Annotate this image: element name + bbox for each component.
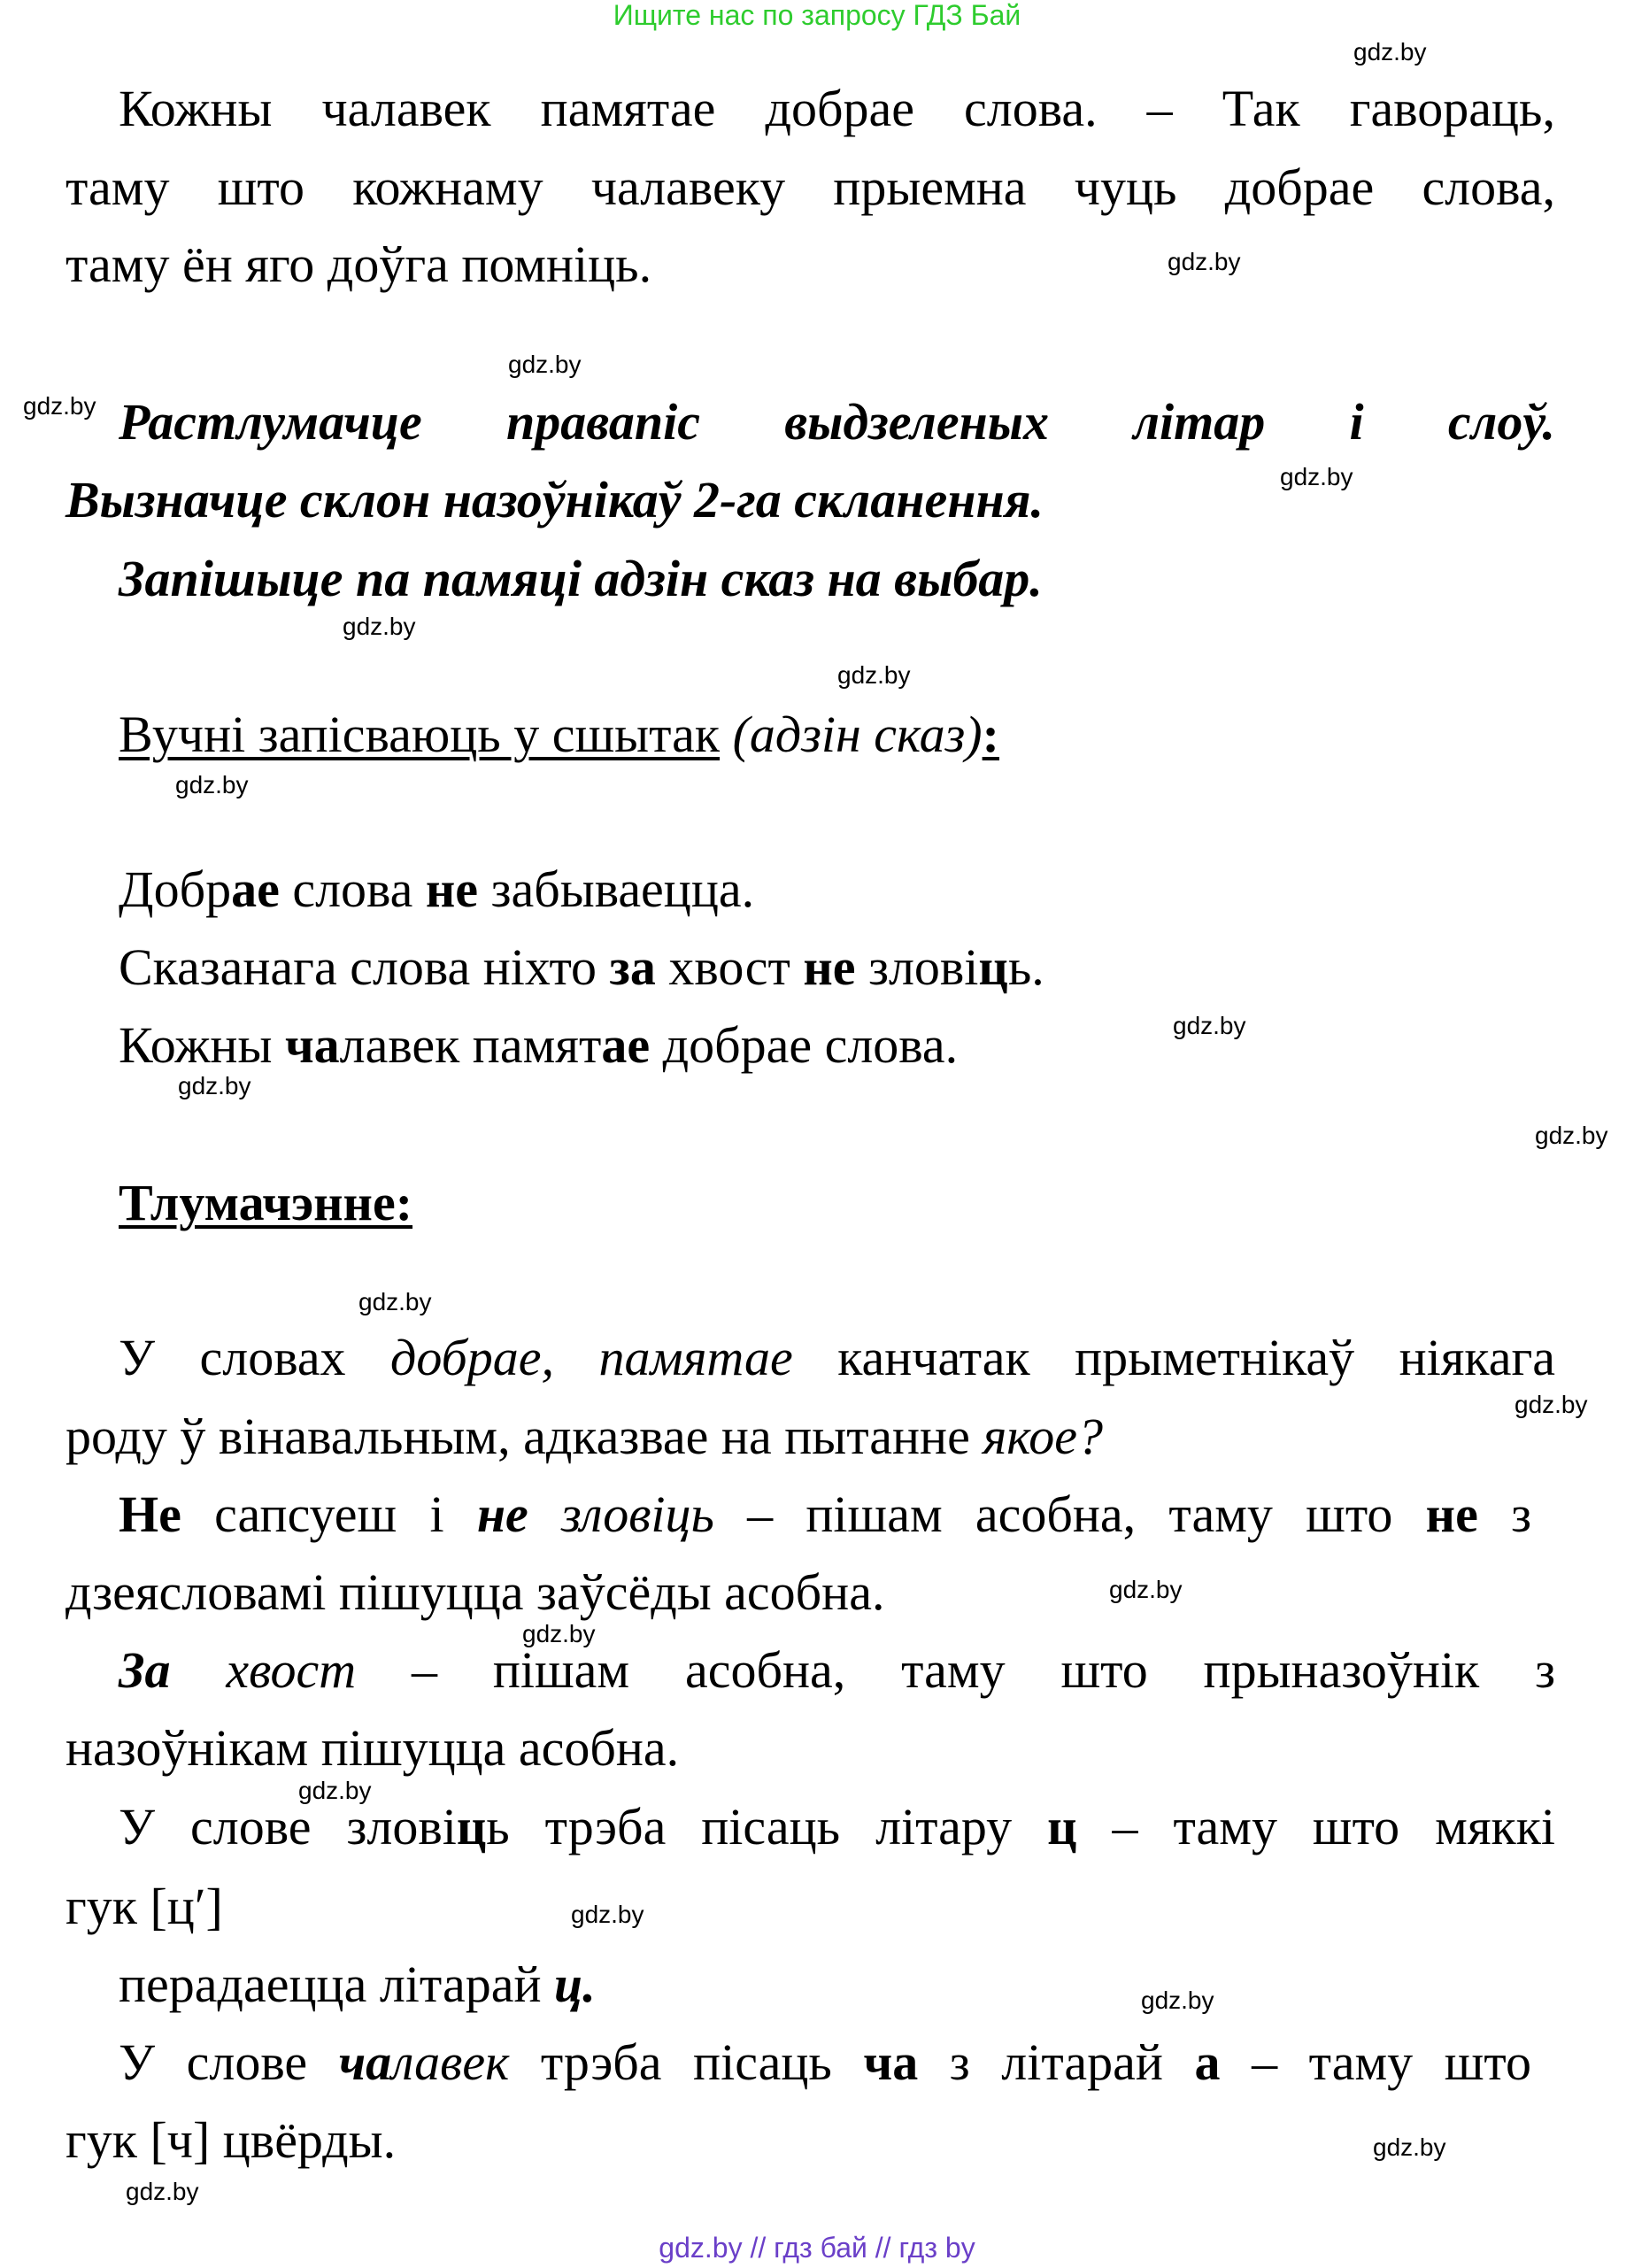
text-segment: лавек памят xyxy=(339,1016,602,1074)
sentence-1 xyxy=(119,860,755,918)
text-segment: ча xyxy=(284,1016,340,1074)
text-segment: а xyxy=(1194,2033,1221,2091)
text-segment: Кожны чалавек памятае добрае слова. – Так гавораць, xyxy=(119,80,1555,137)
text-segment: перадаецца літарай xyxy=(119,1956,554,2013)
text-segment: Вучні запісваюць у сшытак xyxy=(119,706,721,763)
sentence-3 xyxy=(119,1016,959,1074)
task-line-3 xyxy=(119,552,1043,606)
text-segment: – таму што мяккі xyxy=(1076,1798,1555,1855)
text-segment: Добр xyxy=(119,860,232,918)
watermark: gdz.by xyxy=(23,392,96,420)
text-segment: Тлумачэнне: xyxy=(119,1174,413,1231)
text-segment: гук [ч] цвёрды. xyxy=(66,2111,397,2169)
text-segment: Сказанага слова ніхто xyxy=(119,938,610,996)
intro-line-2 xyxy=(66,158,1555,216)
text-segment: – пішам асобна, таму што xyxy=(713,1485,1426,1543)
text-segment: трэба пісаць xyxy=(509,2033,864,2091)
text-segment: У слове злові xyxy=(119,1798,457,1855)
task-line-2 xyxy=(66,471,1044,528)
text-segment: Не xyxy=(119,1485,181,1543)
text-segment: ц. xyxy=(553,1956,596,2013)
text-segment: дзеясловамі пішуцца заўсёды асобна. xyxy=(66,1563,885,1621)
text-segment: слова xyxy=(279,860,426,918)
watermark: gdz.by xyxy=(1515,1391,1588,1418)
text-segment: хвост xyxy=(655,938,804,996)
text-segment: з літарай xyxy=(918,2033,1195,2091)
text-segment: роду ў вінавальным, адказвае на пытанне xyxy=(66,1408,983,1465)
text-segment: канчатак прыметнікаў ніякага xyxy=(792,1329,1555,1386)
text-segment: ае xyxy=(231,860,280,918)
text-segment: таму ён яго доўга помніць. xyxy=(66,235,652,293)
text-segment: Кожны xyxy=(119,1016,285,1074)
watermark: gdz.by xyxy=(1109,1576,1183,1603)
text-segment: не xyxy=(476,1485,528,1543)
intro-line-3 xyxy=(66,235,652,293)
text-segment: Растлумачце правапіс выдзеленых літар і слоў. xyxy=(119,393,1555,451)
text-segment: У словах xyxy=(119,1329,391,1386)
students-heading xyxy=(119,708,999,761)
text-segment: У слове xyxy=(119,2033,339,2091)
watermark: gdz.by xyxy=(343,613,416,640)
watermark: gdz.by xyxy=(178,1072,251,1099)
text-segment: (адзін сказ) xyxy=(720,706,983,763)
text-segment: ь трэба пісаць літару xyxy=(486,1798,1048,1855)
text-segment: добрае, памятае xyxy=(390,1329,793,1386)
watermark: gdz.by xyxy=(522,1620,596,1647)
expl-line-11 xyxy=(66,2111,397,2169)
text-segment: таму што кожнаму чалавеку прыемна чуць добрае слова, xyxy=(66,158,1555,216)
text-segment: ча xyxy=(863,2033,919,2091)
text-segment: зловіць xyxy=(528,1485,714,1543)
text-segment: ц xyxy=(1047,1798,1077,1855)
text-segment: назоўнікам пішуцца асобна. xyxy=(66,1719,680,1777)
text-segment: ц xyxy=(456,1798,487,1855)
text-segment: – пішам асобна, таму што прыназоўнік з xyxy=(356,1641,1555,1699)
watermark: gdz.by xyxy=(175,771,249,798)
header-banner: Ищите нас по запросу ГДЗ Бай xyxy=(613,0,1021,31)
text-segment: За xyxy=(119,1641,171,1699)
text-segment: Вызначце склон назоўнікаў 2-га скланення. xyxy=(66,471,1044,528)
watermark: gdz.by xyxy=(837,661,911,689)
expl-line-1 xyxy=(119,1331,1555,1385)
text-segment: лавек xyxy=(391,2033,510,2091)
expl-line-4 xyxy=(66,1563,885,1621)
text-segment: ц xyxy=(978,938,1008,996)
expl-line-3 xyxy=(119,1485,1532,1543)
text-segment: не xyxy=(1425,1485,1478,1543)
text-segment: злові xyxy=(855,938,979,996)
watermark: gdz.by xyxy=(1353,38,1427,66)
sentence-2 xyxy=(119,938,1044,996)
watermark: gdz.by xyxy=(1280,463,1353,490)
text-segment: якое? xyxy=(983,1408,1103,1465)
expl-line-9 xyxy=(119,1958,596,2011)
explanation-heading xyxy=(119,1176,412,1230)
watermark: gdz.by xyxy=(1535,1122,1608,1149)
watermark: gdz.by xyxy=(358,1288,432,1315)
expl-line-8 xyxy=(66,1880,223,1933)
watermark: gdz.by xyxy=(1168,248,1241,275)
expl-line-2 xyxy=(66,1410,1103,1463)
watermark: gdz.by xyxy=(571,1901,644,1928)
text-segment: забываецца. xyxy=(478,860,755,918)
watermark: gdz.by xyxy=(1373,2133,1446,2161)
text-segment: добрае слова. xyxy=(650,1016,959,1074)
intro-line-1 xyxy=(119,82,1555,135)
text-segment: – таму што xyxy=(1220,2033,1532,2091)
expl-line-6 xyxy=(66,1719,680,1777)
expl-line-10 xyxy=(119,2033,1532,2091)
watermark: gdz.by xyxy=(1141,1986,1214,2014)
text-segment: гук [ц′] xyxy=(66,1878,223,1935)
text-segment: ь. xyxy=(1007,938,1044,996)
watermark: gdz.by xyxy=(298,1777,372,1804)
text-segment: не xyxy=(803,938,856,996)
text-segment: : xyxy=(982,706,999,763)
watermark: gdz.by xyxy=(1173,1012,1246,1039)
footer-banner: gdz.by // гдз бай // гдз by xyxy=(659,2232,975,2264)
watermark: gdz.by xyxy=(508,351,582,378)
text-segment: не xyxy=(425,860,479,918)
text-segment: ча xyxy=(338,2033,392,2091)
expl-line-5 xyxy=(119,1641,1555,1699)
text-segment: з xyxy=(1477,1485,1532,1543)
task-line-1 xyxy=(119,393,1555,451)
text-segment: хвост xyxy=(170,1641,357,1699)
text-segment: сапсуеш і xyxy=(181,1485,477,1543)
text-segment: Запішыце па памяці адзін сказ на выбар. xyxy=(119,550,1043,607)
text-segment: ае xyxy=(601,1016,651,1074)
expl-line-7 xyxy=(119,1798,1555,1855)
watermark: gdz.by xyxy=(126,2178,199,2205)
text-segment: за xyxy=(609,938,656,996)
